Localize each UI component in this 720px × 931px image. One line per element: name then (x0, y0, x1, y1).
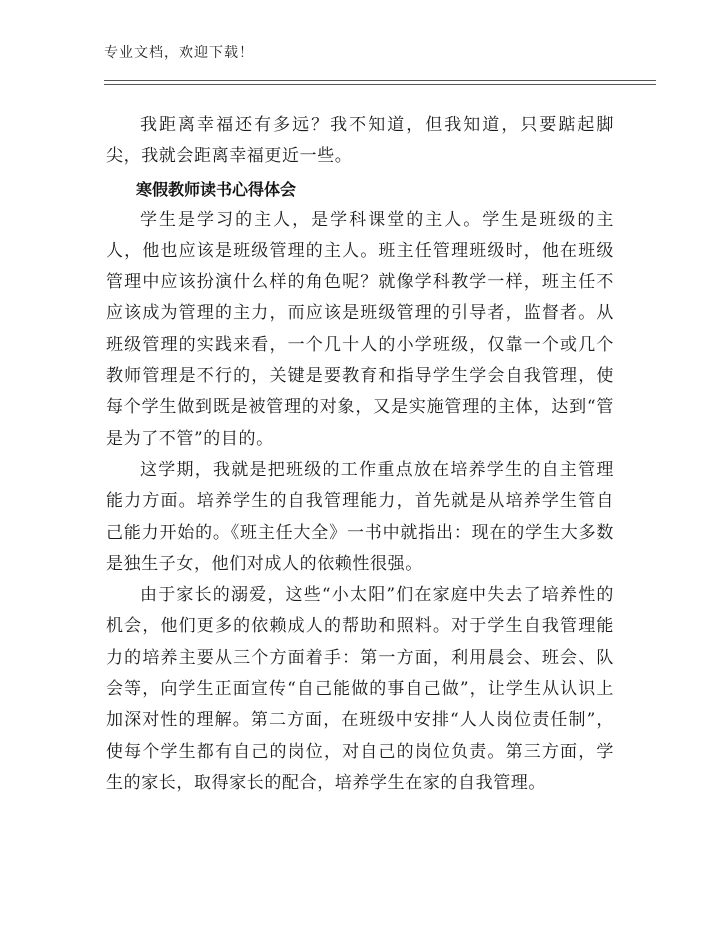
intro-paragraph: 我距离幸福还有多远？我不知道，但我知道，只要踮起脚尖，我就会距离幸福更近一些。 (106, 115, 614, 167)
paragraph-2: 这学期，我就是把班级的工作重点放在培养学生的自主管理能力方面。培养学生的自我管理能力，首先就是从培养学生管自己能力开始的。《班主任大全》一书中就指出：现在的学生大多数是独生子女，他们对成人的依赖性很强。 (106, 459, 614, 574)
header-divider-secondary (104, 84, 656, 85)
paragraph-3: 由于家长的溺爱，这些“小太阳”们在家庭中失去了培养性的机会，他们更多的依赖成人的帮助和照料。对于学生自我管理能力的培养主要从三个方面着手：第一方面，利用晨会、班会、队会等，向学生正面宣传“自己能做的事自己做”，让学生从认识上加深对性的理解。第二方面，在班级中安排“人人岗位责任制”，使每个学生都有自己的岗位，对自己的岗位负责。第三方面，学生的家长，取得家长的配合，培养学生在家的自我管理。 (106, 585, 614, 793)
paragraph-1: 学生是学习的主人，是学科课堂的主人。学生是班级的主人，他也应该是班级管理的主人。班主任管理班级时，他在班级管理中应该扮演什么样的角色呢？就像学科教学一样，班主任不应该成为管理的主力，而应该是班级管理的引导者，监督者。从班级管理的实践来看，一个几十人的小学班级，仅靠一个或几个教师管理是不行的，关键是要教育和指导学生学会自我管理，使每个学生做到既是被管理的对象，又是实施管理的主体，达到“管是为了不管”的目的。 (106, 209, 614, 449)
page-header: 专业文档，欢迎下载！ (104, 45, 254, 61)
document-body (106, 110, 614, 799)
article-title: 寒假教师读书心得体会 (136, 179, 297, 199)
header-divider (104, 80, 656, 81)
